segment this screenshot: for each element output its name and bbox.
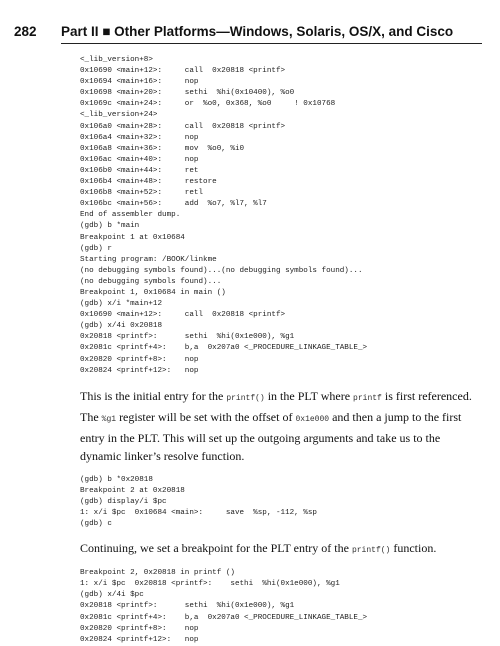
paragraph-text: and then a jump to the first entry in the PLT. This will set up the outgoing arguments and take us to the dynamic linker’s resolve function. — [80, 409, 462, 463]
running-title: Part II ■ Other Platforms—Windows, Solaris, OS/X, and Cisco — [61, 24, 454, 39]
code-line: End of assembler dump. — [80, 211, 181, 220]
code-listing-2 — [80, 475, 480, 530]
code-line: Breakpoint 1, 0x10684 in main () — [80, 288, 226, 297]
paragraph-text: is first referenced. The — [80, 388, 472, 424]
code-line: (gdb) display/i $pc — [80, 497, 167, 506]
code-line: 0x106b0 <main+44>: ret — [80, 166, 199, 175]
code-line: (gdb) x/i *main+12 — [80, 300, 163, 309]
code-line: <_lib_version+24> — [80, 111, 158, 120]
paragraph-text: This is the initial entry for the — [80, 388, 227, 403]
code-line: (gdb) r — [80, 244, 112, 253]
paragraph-text: function. — [390, 541, 437, 556]
code-line: 0x10698 <main+20>: sethi %hi(0x10400), %o0 — [80, 89, 295, 98]
code-line: 0x20818 <printf>: sethi %hi(0x1e000), %g1 — [80, 333, 295, 342]
code-line: Breakpoint 2 at 0x20818 — [80, 486, 185, 495]
code-line: Starting program: /BOOK/linkme — [80, 255, 217, 264]
code-line: 1: x/i $pc 0x20818 <printf>: sethi %hi(0x1e000), %g1 — [80, 580, 340, 589]
paragraph-text: Continuing, we set a breakpoint for the PLT entry of the — [80, 541, 352, 556]
page-content — [80, 55, 480, 646]
inline-code: printf — [353, 393, 382, 403]
code-line: (gdb) b *main — [80, 222, 140, 231]
paragraph-2 — [80, 539, 480, 560]
code-line: <_lib_version+8> — [80, 56, 153, 64]
inline-code: 0x1e000 — [295, 414, 330, 424]
code-line: 0x20820 <printf+8>: nop — [80, 355, 199, 364]
code-line: 0x20820 <printf+8>: nop — [80, 624, 199, 633]
paragraph-text: register will be set with the offset of — [116, 409, 296, 424]
code-line: 0x10694 <main+16>: nop — [80, 78, 199, 87]
code-line: 0x10690 <main+12>: call 0x20818 <printf> — [80, 311, 286, 320]
code-line: 0x106a0 <main+28>: call 0x20818 <printf> — [80, 122, 286, 131]
code-line: 0x106b8 <main+52>: retl — [80, 189, 204, 198]
running-header — [14, 24, 482, 46]
code-line: 1: x/i $pc 0x10684 <main>: save %sp, -112, %sp — [80, 509, 317, 517]
code-line: 0x106a4 <main+32>: nop — [80, 133, 199, 142]
code-line: (gdb) c — [80, 520, 112, 529]
code-line: (gdb) b *0x20818 — [80, 475, 153, 484]
code-line: 0x20818 <printf>: sethi %hi(0x1e000), %g1 — [80, 602, 295, 611]
code-line: (gdb) x/4i 0x20818 — [80, 322, 163, 331]
code-line: 0x20824 <printf+12>: nop — [80, 366, 199, 375]
code-line: 0x106ac <main+40>: nop — [80, 155, 199, 164]
code-line: (no debugging symbols found)... — [80, 277, 222, 286]
paragraph-1 — [80, 387, 480, 465]
code-line: 0x106a8 <main+36>: mov %o0, %i0 — [80, 144, 245, 153]
paragraph-text: in the PLT where — [264, 388, 354, 403]
code-line: 0x106b4 <main+48>: restore — [80, 178, 217, 187]
header-rule — [61, 43, 482, 44]
code-line: 0x106bc <main+56>: add %o7, %l7, %l7 — [80, 200, 267, 209]
code-line: 0x20824 <printf+12>: nop — [80, 635, 199, 644]
inline-code: printf() — [226, 393, 265, 403]
code-line: 0x2081c <printf+4>: b,a 0x207a0 <_PROCEDURE_LINKAGE_TABLE_> — [80, 344, 368, 353]
inline-code: %g1 — [101, 414, 117, 424]
code-listing-3 — [80, 568, 480, 646]
code-line: Breakpoint 1 at 0x10684 — [80, 233, 185, 242]
code-line: 0x1069c <main+24>: or %o0, 0x368, %o0 ! 0x10768 — [80, 100, 336, 109]
code-line: Breakpoint 2, 0x20818 in printf () — [80, 569, 235, 578]
code-line: 0x2081c <printf+4>: b,a 0x207a0 <_PROCEDURE_LINKAGE_TABLE_> — [80, 613, 368, 622]
code-listing-1 — [80, 55, 480, 377]
page-number: 282 — [14, 24, 37, 39]
code-line: (no debugging symbols found)...(no debugging symbols found)... — [80, 266, 363, 275]
code-line: (gdb) x/4i $pc — [80, 591, 144, 600]
inline-code: printf() — [351, 546, 391, 556]
code-line: 0x10690 <main+12>: call 0x20818 <printf> — [80, 67, 286, 76]
